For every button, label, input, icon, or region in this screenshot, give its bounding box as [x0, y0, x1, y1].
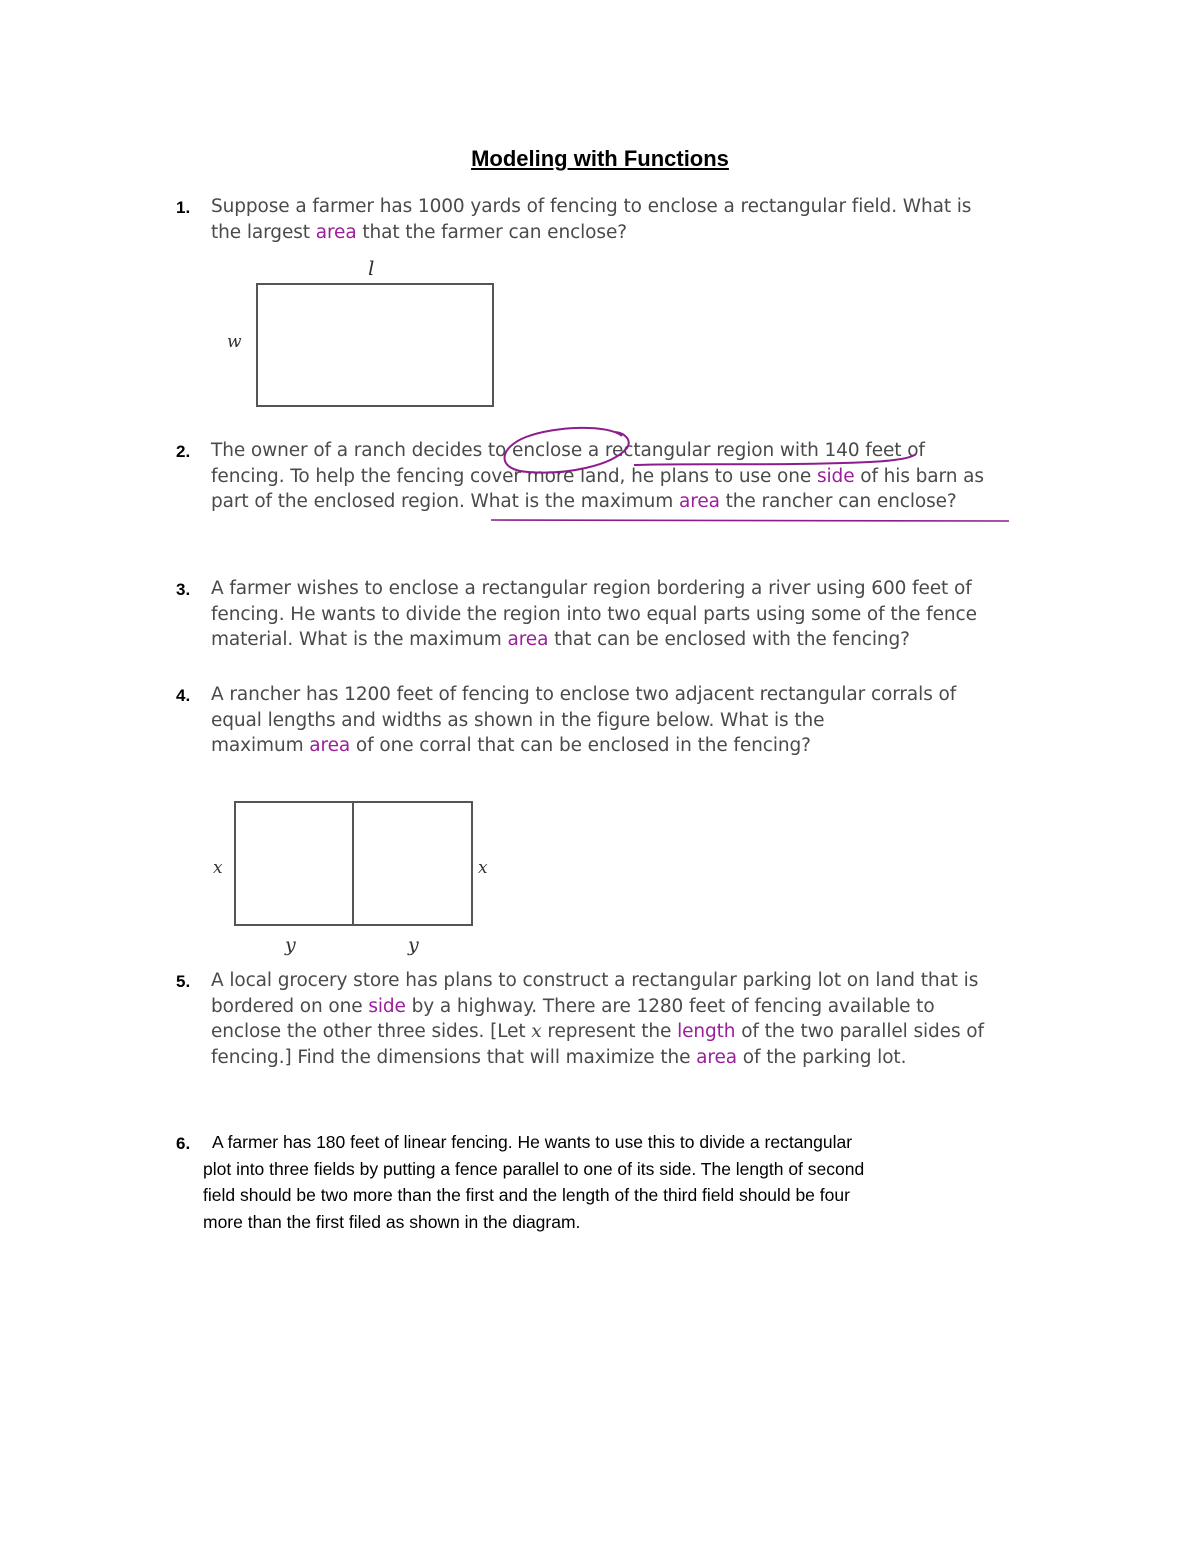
question-2-line-3: part of the enclosed region. What is the maximum area the rancher can enclose?: [211, 491, 957, 512]
question-2-line-1: The owner of a ranch decides to enclose a rectangular region with 140 feet of: [211, 440, 925, 461]
question-6-line-4: more than the first filed as shown in the diagram.: [203, 1211, 581, 1232]
question-2-line-2: fencing. To help the fencing cover more land, he plans to use one side of his barn as: [211, 465, 984, 487]
question-3-line-1: A farmer wishes to enclose a rectangular region bordering a river using 600 feet of: [211, 578, 972, 599]
question-number-3: 3.: [176, 580, 191, 599]
question-1-line-1: Suppose a farmer has 1000 yards of fencing to enclose a rectangular field. What is: [211, 196, 972, 217]
question-5-line-4: fencing.] Find the dimensions that will maximize the area of the parking lot.: [211, 1046, 907, 1068]
question-number-5: 5.: [176, 972, 191, 991]
question-5-line-3: enclose the other three sides. [Let x represent the length of the two parallel sides of: [211, 1021, 984, 1042]
figure-two-corrals: [205, 795, 505, 960]
keyword-area: area: [315, 221, 357, 243]
question-6-line-1: A farmer has 180 feet of linear fencing. He wants to use this to divide a rectangular: [212, 1132, 853, 1152]
question-5-line-1: A local grocery store has plans to construct a rectangular parking lot on land that is: [211, 970, 979, 991]
question-1: [211, 194, 1071, 245]
question-6-line-2: plot into three fields by putting a fence parallel to one of its side. The length of second: [203, 1158, 865, 1179]
question-4: [211, 682, 1071, 759]
question-3-line-2: fencing. He wants to divide the region into two equal parts using some of the fence: [211, 603, 977, 625]
keyword-area: area: [507, 629, 549, 650]
label-length: l: [368, 256, 375, 280]
question-number-4: 4.: [176, 686, 191, 705]
question-4-line-1: A rancher has 1200 feet of fencing to enclose two adjacent rectangular corrals of: [211, 684, 957, 705]
question-3: [211, 576, 1071, 653]
question-4-line-2: equal lengths and widths as shown in the figure below. What is the: [211, 709, 825, 731]
question-number-6: 6.: [176, 1134, 191, 1153]
question-number-1: 1.: [176, 198, 191, 217]
question-number-2: 2.: [176, 442, 191, 461]
label-y-1: y: [285, 934, 296, 956]
question-1-line-2: the largest area that the farmer can enclose?: [211, 221, 627, 243]
label-y-2: y: [408, 934, 419, 956]
question-4-line-3: maximum area of one corral that can be enclosed in the fencing?: [211, 735, 811, 756]
keyword-area: area: [679, 491, 720, 512]
keyword-length: length: [677, 1021, 736, 1042]
label-x-left: x: [213, 858, 223, 878]
question-2: [211, 438, 1071, 515]
question-5: [211, 968, 1071, 1070]
question-6: [203, 1129, 1003, 1235]
field-rectangle: [257, 284, 493, 406]
label-x-right: x: [478, 858, 488, 878]
page-title: Modeling with Functions: [471, 146, 729, 171]
label-width: w: [227, 332, 242, 352]
keyword-area: area: [309, 735, 351, 756]
question-6-line-3: field should be two more than the first and the length of the third field should be four: [203, 1185, 850, 1205]
figure-rectangle-field: [220, 255, 510, 415]
underline-annotation-line-3: [491, 520, 1009, 521]
keyword-side: side: [368, 995, 406, 1017]
keyword-side: side: [816, 465, 855, 487]
question-5-line-2: bordered on one side by a highway. There are 1280 feet of fencing available to: [211, 995, 935, 1017]
keyword-area: area: [696, 1046, 738, 1068]
question-3-line-3: material. What is the maximum area that can be enclosed with the fencing?: [211, 629, 910, 650]
variable-x: x: [531, 1021, 542, 1042]
